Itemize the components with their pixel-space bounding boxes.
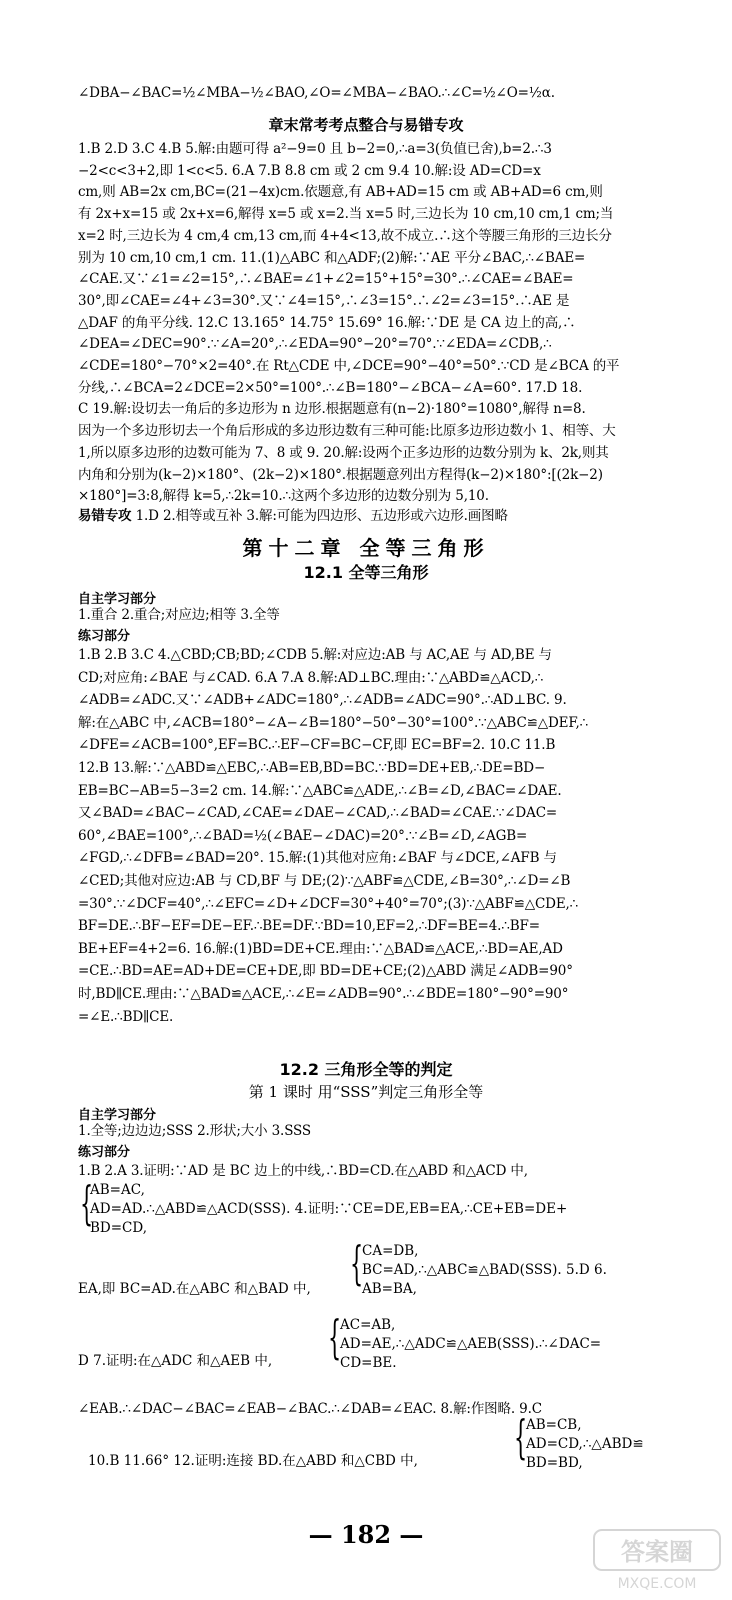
text-line: 12.B 13.解:∵△ABD≌△EBC,∴AB=EB,BD=BC.∵BD=DE+EB,∴DE=BD−: [78, 760, 546, 776]
lianxi-label-2: 练习部分: [78, 1145, 131, 1160]
yicuo-line: [78, 507, 708, 525]
text-line: x=2 时,三边长为 4 cm,4 cm,13 cm,而 4+4<13,故不成立.∴这个等腰三角形的三边长分: [78, 227, 612, 244]
text-line: ∠CAE.又∵∠1=∠2=15°,∴∠BAE=∠1+∠2=15°+15°=30°.∴∠CAE=∠BAE=: [78, 271, 574, 288]
chapter-title: 第十二章 全等三角形: [242, 536, 490, 560]
text-line: BF=DE.∴BF−EF=DE−EF.∴BE=DF.∵BD=10,EF=2,∴DF=BE=4.∴BF=: [78, 918, 540, 935]
text-line: 分线,∴∠BCA=2∠DCE=2×50°=100°.∴∠B=180°−∠BCA−∠A=60°. 17.D 18.: [78, 379, 583, 396]
svg-text:MXQE.COM: MXQE.COM: [617, 1576, 697, 1592]
text-line: C 19.解:设切去一角后的多边形为 n 边形.根据题意有(n−2)·180°=1080°,解得 n=8.: [78, 401, 586, 418]
text-line: ×180°]=3:8,解得 k=5,∴2k=10.∴这两个多边形的边数分别为 5,10.: [78, 488, 489, 505]
section-title-review: 章末常考考点整合与易错专攻: [268, 116, 464, 134]
yicuo-label: 易错专攻: [78, 508, 132, 524]
system-4-prefix: 10.B 11.66° 12.证明:连接 BD.在△ABD 和△CBD 中,: [88, 1453, 418, 1469]
system-1-row: AD=AD.∴△ABD≌△ACD(SSS). 4.证明:∵CE=DE,EB=EA,∴CE+EB=DE+: [90, 1201, 568, 1217]
text-line: 因为一个多边形切去一个角后形成的多边形边数有三种可能:比原多边形边数小 1、相等、大: [78, 423, 616, 440]
zizhu-label-2: 自主学习部分: [78, 1108, 157, 1123]
text-line: =∠E.∴BD∥CE.: [78, 1008, 174, 1025]
section-title-12-1: 12.1 全等三角形: [303, 563, 429, 582]
text-line: 有 2x+x=15 或 2x+x=6,解得 x=5 或 x=2.当 x=5 时,三边长为 10 cm,10 cm,1 cm;当: [78, 206, 614, 223]
page-number: — 182 —: [308, 1520, 424, 1549]
text-line: 1.B 2.D 3.C 4.B 5.解:由题可得 a²−9=0 且 b−2=0,∴a=3(负值已舍),b=2.∴3: [78, 141, 552, 157]
text-line: ∠CED;其他对应边:AB 与 CD,BF 与 DE;(2)∵△ABF≌△CDE,∠B=30°,∴∠D=∠B: [78, 873, 571, 889]
text-line: EB=BC−AB=5−3=2 cm. 14.解:∵△ABC≌△ADE,∴∠B=∠D,∠BAC=∠DAE.: [78, 782, 562, 799]
text-line: =CE.∴BD=AE=AD+DE=CE+DE,即 BD=DE+CE;(2)△ABD 满足∠ADB=90°: [78, 963, 573, 980]
system-3-row: AD=AE,∴△ADC≌△AEB(SSS).∴∠DAC=: [340, 1336, 602, 1352]
system-1-row: AB=AC,: [90, 1182, 145, 1198]
lianxi2-line-1: 1.B 2.A 3.证明:∵AD 是 BC 边上的中线,∴BD=CD.在△ABD 和△ACD 中,: [78, 1163, 528, 1179]
system-4-row: AB=CB,: [526, 1417, 582, 1433]
svg-text:答案圈: 答案圈: [621, 1538, 693, 1566]
lianxi-label-1: 练习部分: [78, 629, 131, 644]
text-line: 1.B 2.B 3.C 4.△CBD;CB;BD;∠CDB 5.解:对应边:AB 与 AC,AE 与 AD,BE 与: [78, 647, 552, 663]
system-4-row: AD=CD,∴△ABD≌: [526, 1436, 644, 1452]
watermark-logo: [592, 1528, 722, 1594]
text-line: ∠ADB=∠ADC.又∵∠ADB+∠ADC=180°,∴∠ADB=∠ADC=90°.∴AD⊥BC. 9.: [78, 692, 567, 709]
text-line: ∠CDE=180°−70°×2=40°.在 Rt△CDE 中,∠DCE=90°−40°=50°.∵CD 是∠BCA 的平: [78, 358, 620, 374]
lianxi2-line-after-3: ∠EAB.∴∠DAC−∠BAC=∠EAB−∠BAC.∴∠DAB=∠EAC. 8.解:作图略. 9.C: [78, 1401, 542, 1417]
system-3-row: CD=BE.: [340, 1355, 397, 1371]
zizhu-answers-1: 1.重合 2.重合;对应边;相等 3.全等: [78, 607, 280, 623]
system-2-row: BC=AD,∴△ABC≌△BAD(SSS). 5.D 6.: [362, 1262, 607, 1278]
text-line: −2<c<3+2,即 1<c<5. 6.A 7.B 8.8 cm 或 2 cm 9.4 10.解:设 AD=CD=x: [78, 162, 541, 179]
text-line: CD;对应角:∠BAE 与∠CAD. 6.A 7.A 8.解:AD⊥BC.理由:∵△ABD≌△ACD,∴: [78, 669, 544, 686]
system-1: [90, 1181, 567, 1238]
text-line: 又∠BAD=∠BAC−∠CAD,∠CAE=∠DAE−∠CAD,∴∠BAD=∠CAE.∵∠DAC=: [78, 805, 558, 822]
text-line: ∠FGD,∴∠DFB=∠BAD=20°. 15.解:(1)其他对应角:∠BAF 与∠DCE,∠AFB 与: [78, 850, 557, 867]
system-3-prefix: D 7.证明:在△ADC 和△AEB 中,: [78, 1353, 273, 1369]
system-3: [340, 1316, 601, 1373]
brace-1: {: [80, 1176, 94, 1230]
system-1-row: BD=CD,: [90, 1220, 148, 1236]
text-line: 别为 10 cm,10 cm,1 cm. 11.(1)△ABC 和△ADF;(2)解:∵AE 平分∠BAC,∴∠BAE=: [78, 249, 586, 266]
brace-3: {: [328, 1310, 342, 1364]
lesson-title: 第 1 课时 用“SSS”判定三角形全等: [248, 1083, 484, 1101]
system-4: [526, 1416, 644, 1473]
text-line: 解:在△ABC 中,∠ACB=180°−∠A−∠B=180°−50°−30°=100°.∵△ABC≌△DEF,∴: [78, 714, 589, 731]
system-3-row: AC=AB,: [340, 1317, 396, 1333]
zizhu-label-1: 自主学习部分: [78, 592, 157, 607]
system-2: [362, 1242, 607, 1299]
system-2-prefix: EA,即 BC=AD.在△ABC 和△BAD 中,: [78, 1281, 311, 1297]
text-line: ∠DFE=∠ACB=100°,EF=BC.∴EF−CF=BC−CF,即 EC=BF=2. 10.C 11.B: [78, 737, 556, 754]
section-title-12-2: 12.2 三角形全等的判定: [279, 1060, 453, 1079]
system-2-row: AB=BA,: [362, 1281, 417, 1297]
text-line: 时,BD∥CE.理由:∵△BAD≌△ACE,∴∠E=∠ADB=90°.∴∠BDE=180°−90°=90°: [78, 986, 569, 1002]
brace-2: {: [350, 1236, 364, 1290]
brace-4: {: [514, 1410, 528, 1464]
system-4-row: BD=BD,: [526, 1455, 583, 1471]
text-line: △DAF 的角平分线. 12.C 13.165° 14.75° 15.69° 16.解:∵DE 是 CA 边上的高,∴: [78, 314, 576, 331]
text-line: ∠DEA=∠DEC=90°.∵∠A=20°,∴∠EDA=90°−20°=70°.∵∠EDA=∠CDB,∴: [78, 336, 552, 353]
text-line: 60°,∠BAE=100°,∴∠BAD=½(∠BAE−∠DAC)=20°.∵∠B=∠D,∠AGB=: [78, 827, 528, 844]
text-line: cm,则 AB=2x cm,BC=(21−4x)cm.依题意,有 AB+AD=15 cm 或 AB+AD=6 cm,则: [78, 184, 603, 201]
text-line: 1,所以原多边形的边数可能为 7、8 或 9. 20.解:设两个正多边形的边数分别为 k、2k,则其: [78, 444, 609, 461]
text-line: 30°,即∠CAE=∠4+∠3=30°.又∵∠4=15°,∴∠3=15°.∴∠2=∠3=15°.∴AE 是: [78, 292, 570, 309]
text-line: =30°.∵∠DCF=40°,∴∠EFC=∠D+∠DCF=30°+40°=70°;(3)∵△ABF≌△CDE,∴: [78, 895, 579, 912]
text-line: 内角和分别为(k−2)×180°、(2k−2)×180°.根据题意列出方程得(k−2)×180°:[(2k−2): [78, 466, 603, 483]
system-2-row: CA=DB,: [362, 1243, 419, 1259]
text-line-top: ∠DBA−∠BAC=½∠MBA−½∠BAO,∠O=∠MBA−∠BAO.∴∠C=½∠O=½α.: [78, 85, 555, 101]
text-line: BE+EF=4+2=6. 16.解:(1)BD=DE+CE.理由:∵△BAD≌△ACE,∴BD=AE,AD: [78, 940, 563, 957]
zizhu-answers-2: 1.全等;边边边;SSS 2.形状;大小 3.SSS: [78, 1123, 312, 1139]
yicuo-text: 1.D 2.相等或互补 3.解:可能为四边形、五边形或六边形.画图略: [135, 508, 508, 524]
